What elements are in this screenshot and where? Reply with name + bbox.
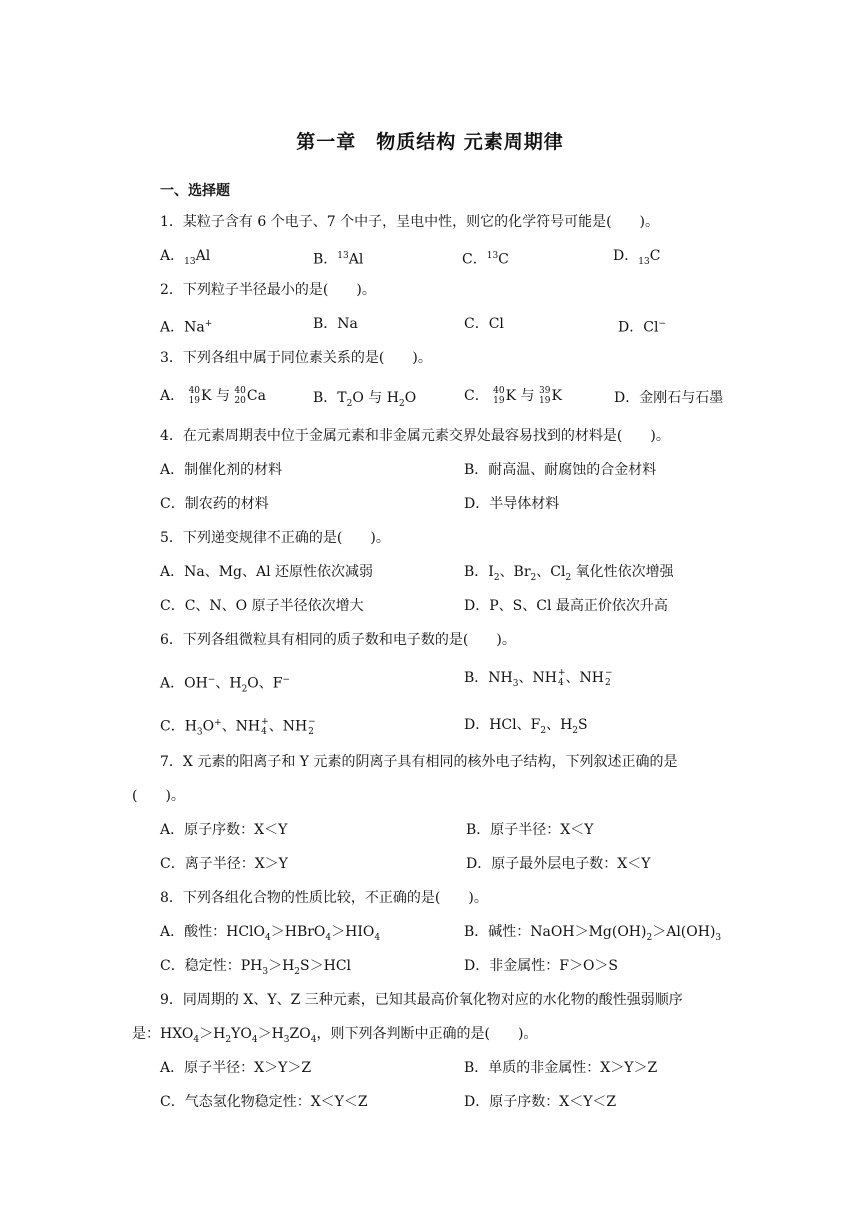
q9-option-b: B．单质的非金属性：X＞Y＞Z [464,1060,658,1076]
section-heading: 一、选择题 [160,183,230,199]
q8-option-b: B．碱性：$NaOH>Mg(OH)_2>Al(OH)_3$ [464,924,722,943]
question-4-stem: 4．在元素周期表中位于金属元素和非金属元素交界处最容易找到的材料是( )。 [160,428,670,444]
q9-option-a: A．原子半径：X＞Y＞Z [160,1060,312,1076]
q1-option-b: B．$^{13}$Al [313,251,364,268]
q6-option-d: D．HCl、$F_2$、$H_2S$ [464,717,588,736]
nuclide-symbol: 40 20 Ca [234,386,266,406]
q8-option-d: D．非金属性：F＞O＞S [464,958,619,974]
nuclide-symbol: 40 19 K [493,386,517,406]
q8-option-a: A．酸性：$HClO_4>HBrO_4>HIO_4$ [160,924,381,943]
q5-option-a: A．Na、Mg、Al 还原性依次减弱 [160,564,374,580]
q5-option-c: C．C、N、O 原子半径依次增大 [160,598,364,614]
q9-option-d: D．原子序数：X＜Y＜Z [464,1094,617,1110]
q2-option-d: D．Cl− [618,319,666,336]
q1-option-c: C．$^{13}$C [462,251,509,268]
q5-option-b: B．$I_2$、$Br_2$、$Cl_2$ 氧化性依次增强 [464,564,674,583]
q7-option-a: A．原子序数：X＜Y [160,822,288,838]
question-9-stem-cont: 是：$HXO_4>H_2YO_4>H_3ZO_4$，则下列各判断中正确的是( )。 [132,1026,538,1045]
question-7-stem-cont: ( )。 [132,788,185,804]
q7-option-b: B．原子半径：X＜Y [466,822,594,838]
question-3-stem: 3．下列各组中属于同位素关系的是( )。 [160,350,432,366]
question-1-stem: 1．某粒子含有 6 个电子、7 个中子，呈电中性，则它的化学符号可能是( )。 [160,214,659,230]
q1-option-a: A．$_{13}$Al [160,248,211,267]
q4-option-d: D．半导体材料 [464,496,560,512]
q1-option-d: D．$_{13}$C [613,248,661,267]
q3-option-d: D．金刚石与石墨 [614,390,724,406]
question-5-stem: 5．下列递变规律不正确的是( )。 [160,530,390,546]
q3-option-c: C． 40 19 K 与 39 19 K [464,386,562,406]
q6-option-a: A．OH−、$H_2O$、F− [160,675,291,695]
question-7-stem: 7．X 元素的阳离子和 Y 元素的阴离子具有相同的核外电子结构，下列叙述正确的是 [160,754,678,770]
question-8-stem: 8．下列各组化合物的性质比较，不正确的是( )。 [160,890,488,906]
q2-option-a: A．Na+ [160,319,213,336]
nuclide-symbol: 40 19 K [188,386,212,406]
q6-option-c: C．$H_3O^+$、NH + 4 、NH − 2 [160,716,316,738]
q2-option-c: C．Cl [464,316,504,332]
question-6-stem: 6．下列各组微粒具有相同的质子数和电子数的是( )。 [160,632,516,648]
q3-option-b: B．$T_2O$ 与 $H_2O$ [313,390,417,409]
question-9-stem: 9．同周期的 X、Y、Z 三种元素，已知其最高价氧化物对应的水化物的酸性强弱顺序 [160,992,683,1008]
nuclide-symbol: 39 19 K [539,386,562,406]
q2-option-b: B．Na [313,316,358,332]
q5-option-d: D．P、S、Cl 最高正价依次升高 [464,598,668,614]
question-2-stem: 2．下列粒子半径最小的是( )。 [160,282,376,298]
q4-option-c: C．制农药的材料 [160,496,269,512]
q4-option-a: A．制催化剂的材料 [160,462,283,478]
q7-option-d: D．原子最外层电子数：X＜Y [466,856,651,872]
q4-option-b: B．耐高温、耐腐蚀的合金材料 [464,462,657,478]
q8-option-c: C．稳定性：$PH_3>H_2S>HCl$ [160,958,352,977]
q3-option-a: A． 40 19 K 与 40 20 Ca [160,386,266,406]
q7-option-c: C．离子半径：X＞Y [160,856,288,872]
q6-option-b: B．$NH_3$、NH + 4 、NH − 2 [464,668,613,689]
q9-option-c: C．气态氢化物稳定性：X＜Y＜Z [160,1094,368,1110]
page-title: 第一章 物质结构 元素周期律 [296,131,564,153]
